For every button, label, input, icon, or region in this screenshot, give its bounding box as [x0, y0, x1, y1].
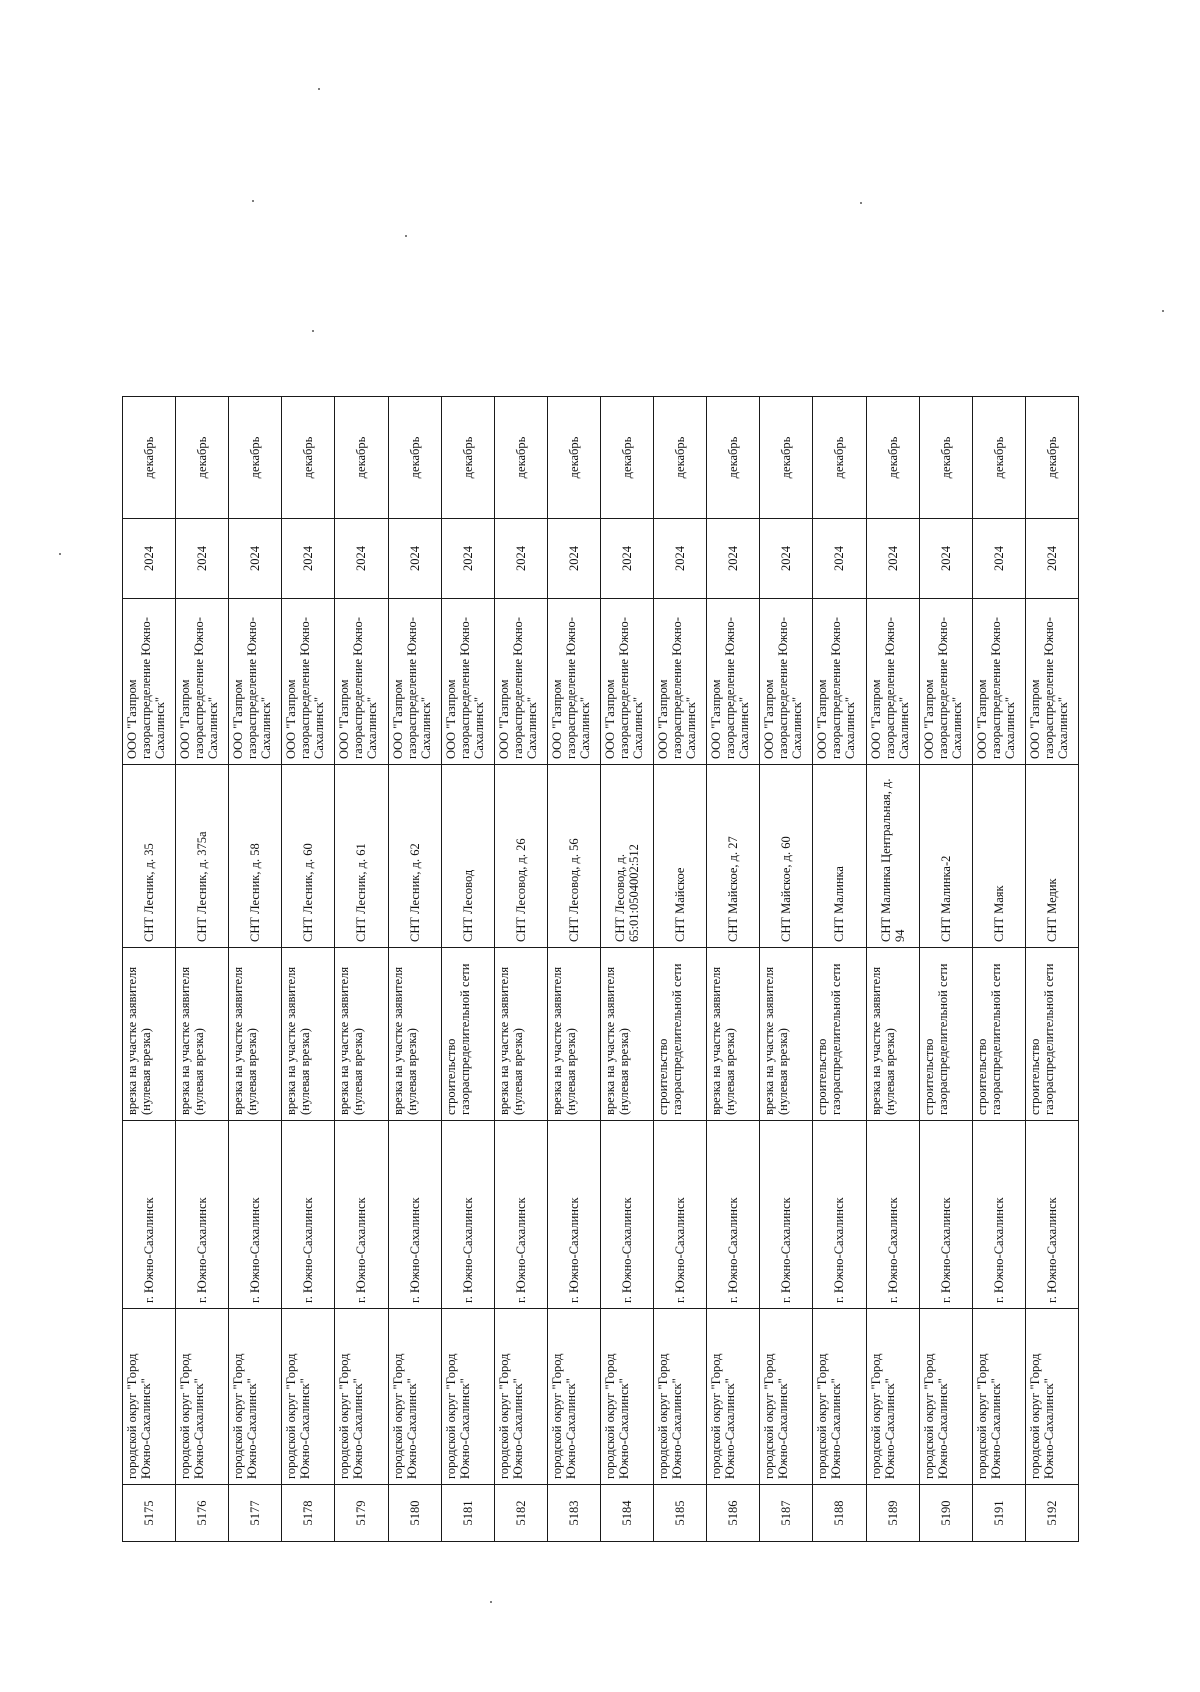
organization-cell: ООО "Газпром газораспределение Южно-Сахалинск": [600, 599, 653, 765]
year-cell: 2024: [388, 519, 441, 599]
municipality-cell: городской округ "Город Южно-Сахалинск": [123, 1309, 176, 1485]
work-type-cell: строительство газораспределительной сети: [1025, 948, 1078, 1121]
object-cell: СНТ Лесовод, д. 26: [494, 765, 547, 948]
table-row: [707, 397, 760, 1542]
work-type-cell: врезка на участке заявителя (нулевая врезка): [123, 948, 176, 1121]
locality-cell: г. Южно-Сахалинск: [123, 1121, 176, 1309]
month-cell: декабрь: [282, 397, 335, 519]
municipality-cell: городской округ "Город Южно-Сахалинск": [654, 1309, 707, 1485]
municipality-cell: городской округ "Город Южно-Сахалинск": [866, 1309, 919, 1485]
table-row: [600, 397, 653, 1542]
work-type-cell: врезка на участке заявителя (нулевая врезка): [600, 948, 653, 1121]
table-row: [229, 397, 282, 1542]
month-cell: декабрь: [919, 397, 972, 519]
object-cell: СНТ Лесовод, д. 65:01:0504002:512: [600, 765, 653, 948]
work-type-cell: строительство газораспределительной сети: [813, 948, 866, 1121]
work-type-cell: врезка на участке заявителя (нулевая врезка): [176, 948, 229, 1121]
organization-cell: ООО "Газпром газораспределение Южно-Сахалинск": [972, 599, 1025, 765]
locality-cell: г. Южно-Сахалинск: [707, 1121, 760, 1309]
work-type-cell: строительство газораспределительной сети: [919, 948, 972, 1121]
locality-cell: г. Южно-Сахалинск: [866, 1121, 919, 1309]
year-cell: 2024: [654, 519, 707, 599]
object-cell: СНТ Малинка-2: [919, 765, 972, 948]
municipality-cell: городской округ "Город Южно-Сахалинск": [176, 1309, 229, 1485]
organization-cell: ООО "Газпром газораспределение Южно-Сахалинск": [547, 599, 600, 765]
month-cell: декабрь: [600, 397, 653, 519]
table-row: [282, 397, 335, 1542]
locality-cell: г. Южно-Сахалинск: [919, 1121, 972, 1309]
municipality-cell: городской округ "Город Южно-Сахалинск": [707, 1309, 760, 1485]
work-type-cell: врезка на участке заявителя (нулевая врезка): [760, 948, 813, 1121]
object-cell: СНТ Малинка Центральная, д. 94: [866, 765, 919, 948]
year-cell: 2024: [441, 519, 494, 599]
organization-cell: ООО "Газпром газораспределение Южно-Сахалинск": [494, 599, 547, 765]
organization-cell: ООО "Газпром газораспределение Южно-Сахалинск": [919, 599, 972, 765]
locality-cell: г. Южно-Сахалинск: [282, 1121, 335, 1309]
row-number: 5181: [441, 1485, 494, 1542]
locality-cell: г. Южно-Сахалинск: [813, 1121, 866, 1309]
object-cell: СНТ Майское: [654, 765, 707, 948]
work-type-cell: врезка на участке заявителя (нулевая врезка): [494, 948, 547, 1121]
municipality-cell: городской округ "Город Южно-Сахалинск": [282, 1309, 335, 1485]
organization-cell: ООО "Газпром газораспределение Южно-Сахалинск": [176, 599, 229, 765]
work-type-cell: врезка на участке заявителя (нулевая врезка): [229, 948, 282, 1121]
year-cell: 2024: [919, 519, 972, 599]
row-number: 5175: [123, 1485, 176, 1542]
municipality-cell: городской округ "Город Южно-Сахалинск": [1025, 1309, 1078, 1485]
work-type-cell: врезка на участке заявителя (нулевая врезка): [866, 948, 919, 1121]
year-cell: 2024: [1025, 519, 1078, 599]
month-cell: декабрь: [707, 397, 760, 519]
row-number: 5182: [494, 1485, 547, 1542]
row-number: 5185: [654, 1485, 707, 1542]
row-number: 5191: [972, 1485, 1025, 1542]
year-cell: 2024: [282, 519, 335, 599]
row-number: 5189: [866, 1485, 919, 1542]
work-type-cell: врезка на участке заявителя (нулевая врезка): [707, 948, 760, 1121]
work-type-cell: строительство газораспределительной сети: [441, 948, 494, 1121]
locality-cell: г. Южно-Сахалинск: [441, 1121, 494, 1309]
locality-cell: г. Южно-Сахалинск: [494, 1121, 547, 1309]
table-row: [494, 397, 547, 1542]
object-cell: СНТ Лесник, д. 62: [388, 765, 441, 948]
locality-cell: г. Южно-Сахалинск: [229, 1121, 282, 1309]
organization-cell: ООО "Газпром газораспределение Южно-Сахалинск": [229, 599, 282, 765]
municipality-cell: городской округ "Город Южно-Сахалинск": [919, 1309, 972, 1485]
locality-cell: г. Южно-Сахалинск: [388, 1121, 441, 1309]
row-number: 5190: [919, 1485, 972, 1542]
object-cell: СНТ Маяк: [972, 765, 1025, 948]
year-cell: 2024: [176, 519, 229, 599]
locality-cell: г. Южно-Сахалинск: [760, 1121, 813, 1309]
scan-speck: [59, 553, 61, 555]
year-cell: 2024: [335, 519, 388, 599]
locality-cell: г. Южно-Сахалинск: [654, 1121, 707, 1309]
table-row: [654, 397, 707, 1542]
row-number: 5179: [335, 1485, 388, 1542]
object-cell: СНТ Майское, д. 60: [760, 765, 813, 948]
object-cell: СНТ Малинка: [813, 765, 866, 948]
work-type-cell: врезка на участке заявителя (нулевая врезка): [335, 948, 388, 1121]
year-cell: 2024: [229, 519, 282, 599]
object-cell: СНТ Лесник, д. 35: [123, 765, 176, 948]
year-cell: 2024: [760, 519, 813, 599]
table-row: [388, 397, 441, 1542]
year-cell: 2024: [866, 519, 919, 599]
month-cell: декабрь: [229, 397, 282, 519]
work-type-cell: строительство газораспределительной сети: [654, 948, 707, 1121]
municipality-cell: городской округ "Город Южно-Сахалинск": [388, 1309, 441, 1485]
object-cell: СНТ Лесник, д. 60: [282, 765, 335, 948]
table-row: [972, 397, 1025, 1542]
month-cell: декабрь: [176, 397, 229, 519]
municipality-cell: городской округ "Город Южно-Сахалинск": [229, 1309, 282, 1485]
locality-cell: г. Южно-Сахалинск: [1025, 1121, 1078, 1309]
locality-cell: г. Южно-Сахалинск: [547, 1121, 600, 1309]
object-cell: СНТ Лесник, д. 375а: [176, 765, 229, 948]
month-cell: декабрь: [760, 397, 813, 519]
year-cell: 2024: [123, 519, 176, 599]
table-row: [547, 397, 600, 1542]
year-cell: 2024: [813, 519, 866, 599]
organization-cell: ООО "Газпром газораспределение Южно-Сахалинск": [123, 599, 176, 765]
table-row: [123, 397, 176, 1542]
month-cell: декабрь: [813, 397, 866, 519]
table-row: [1025, 397, 1078, 1542]
organization-cell: ООО "Газпром газораспределение Южно-Сахалинск": [866, 599, 919, 765]
row-number: 5176: [176, 1485, 229, 1542]
row-number: 5178: [282, 1485, 335, 1542]
organization-cell: ООО "Газпром газораспределение Южно-Сахалинск": [335, 599, 388, 765]
table-row: [866, 397, 919, 1542]
year-cell: 2024: [494, 519, 547, 599]
locality-cell: г. Южно-Сахалинск: [972, 1121, 1025, 1309]
organization-cell: ООО "Газпром газораспределение Южно-Сахалинск": [760, 599, 813, 765]
object-cell: СНТ Майское, д. 27: [707, 765, 760, 948]
month-cell: декабрь: [335, 397, 388, 519]
year-cell: 2024: [600, 519, 653, 599]
municipality-cell: городской округ "Город Южно-Сахалинск": [441, 1309, 494, 1485]
month-cell: декабрь: [123, 397, 176, 519]
organization-cell: ООО "Газпром газораспределение Южно-Сахалинск": [813, 599, 866, 765]
row-number: 5192: [1025, 1485, 1078, 1542]
municipality-cell: городской округ "Город Южно-Сахалинск": [600, 1309, 653, 1485]
table-row: [813, 397, 866, 1542]
work-type-cell: врезка на участке заявителя (нулевая врезка): [388, 948, 441, 1121]
month-cell: декабрь: [1025, 397, 1078, 519]
organization-cell: ООО "Газпром газораспределение Южно-Сахалинск": [707, 599, 760, 765]
registry-table-rotated: [122, 397, 1079, 1542]
table-row: [176, 397, 229, 1542]
month-cell: декабрь: [654, 397, 707, 519]
row-number: 5186: [707, 1485, 760, 1542]
year-cell: 2024: [972, 519, 1025, 599]
registry-table: [122, 396, 1079, 1542]
municipality-cell: городской округ "Город Южно-Сахалинск": [813, 1309, 866, 1485]
organization-cell: ООО "Газпром газораспределение Южно-Сахалинск": [441, 599, 494, 765]
scan-speck: [318, 88, 320, 90]
object-cell: СНТ Лесовод: [441, 765, 494, 948]
locality-cell: г. Южно-Сахалинск: [176, 1121, 229, 1309]
organization-cell: ООО "Газпром газораспределение Южно-Сахалинск": [1025, 599, 1078, 765]
month-cell: декабрь: [866, 397, 919, 519]
municipality-cell: городской округ "Город Южно-Сахалинск": [494, 1309, 547, 1485]
table-row: [919, 397, 972, 1542]
row-number: 5187: [760, 1485, 813, 1542]
locality-cell: г. Южно-Сахалинск: [335, 1121, 388, 1309]
table-row: [335, 397, 388, 1542]
row-number: 5183: [547, 1485, 600, 1542]
table-row: [760, 397, 813, 1542]
month-cell: декабрь: [494, 397, 547, 519]
work-type-cell: врезка на участке заявителя (нулевая врезка): [282, 948, 335, 1121]
scan-speck: [252, 200, 254, 202]
year-cell: 2024: [707, 519, 760, 599]
locality-cell: г. Южно-Сахалинск: [600, 1121, 653, 1309]
month-cell: декабрь: [547, 397, 600, 519]
organization-cell: ООО "Газпром газораспределение Южно-Сахалинск": [388, 599, 441, 765]
municipality-cell: городской округ "Город Южно-Сахалинск": [972, 1309, 1025, 1485]
work-type-cell: врезка на участке заявителя (нулевая врезка): [547, 948, 600, 1121]
month-cell: декабрь: [441, 397, 494, 519]
organization-cell: ООО "Газпром газораспределение Южно-Сахалинск": [654, 599, 707, 765]
row-number: 5188: [813, 1485, 866, 1542]
row-number: 5180: [388, 1485, 441, 1542]
municipality-cell: городской округ "Город Южно-Сахалинск": [547, 1309, 600, 1485]
municipality-cell: городской округ "Город Южно-Сахалинск": [760, 1309, 813, 1485]
year-cell: 2024: [547, 519, 600, 599]
object-cell: СНТ Лесник, д. 61: [335, 765, 388, 948]
object-cell: СНТ Лесовод, д. 56: [547, 765, 600, 948]
object-cell: СНТ Лесник, д. 58: [229, 765, 282, 948]
month-cell: декабрь: [388, 397, 441, 519]
scan-speck: [312, 330, 314, 332]
scan-speck: [1162, 310, 1164, 312]
registry-rows: [123, 397, 1079, 1542]
row-number: 5184: [600, 1485, 653, 1542]
scan-speck: [405, 235, 407, 237]
scan-speck: [490, 1601, 492, 1603]
month-cell: декабрь: [972, 397, 1025, 519]
table-row: [441, 397, 494, 1542]
work-type-cell: строительство газораспределительной сети: [972, 948, 1025, 1121]
municipality-cell: городской округ "Город Южно-Сахалинск": [335, 1309, 388, 1485]
organization-cell: ООО "Газпром газораспределение Южно-Сахалинск": [282, 599, 335, 765]
row-number: 5177: [229, 1485, 282, 1542]
scan-speck: [860, 202, 862, 204]
object-cell: СНТ Медик: [1025, 765, 1078, 948]
